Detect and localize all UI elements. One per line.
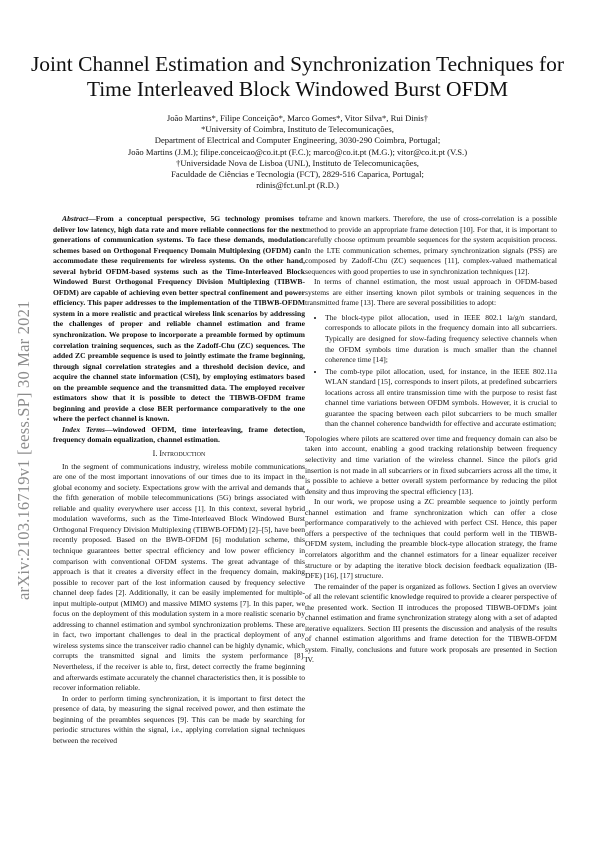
affiliation-line: João Martins (J.M.); filipe.conceicao@co.it.pt (F.C.); marco@co.it.pt (M.G.); vitor@co.it.pt (V.S.) bbox=[127, 146, 468, 157]
index-terms bbox=[53, 425, 305, 446]
affiliation-line: *University of Coimbra, Instituto de Telecomunicações, bbox=[201, 124, 394, 135]
abstract bbox=[53, 214, 305, 425]
affiliation-line: †Universidade Nova de Lisboa (UNL), Instituto de Telecomunicações, bbox=[176, 157, 419, 168]
affiliation-line: rdinis@fct.unl.pt (R.D.) bbox=[256, 180, 339, 191]
author-block bbox=[40, 113, 555, 191]
body-paragraph: In terms of channel estimation, the most usual approach in OFDM-based systems are either inserting known pilot symbols or training sequences in the transmitted frame [13]. There are several possibilities to adopt: bbox=[305, 277, 557, 308]
arxiv-stamp: arXiv:2103.16719v1 [eess.SP] 30 Mar 2021 bbox=[14, 300, 33, 600]
bullet-list bbox=[305, 313, 557, 430]
index-terms-text: —windowed OFDM, time interleaving, frame detection, frequency domain equalization, channel estimation. bbox=[53, 424, 305, 445]
body-paragraph: In order to perform timing synchronization, it is important to first detect the presence of data, by measuring the signal received power, and then estimate the beginning of the preambles sequences [9]. This can be made by searching for periodic structures within the signal, i.e., applying correlation signal techniques between the received bbox=[53, 693, 305, 745]
list-item: • The comb-type pilot allocation, used, for instance, in the IEEE 802.11a WLAN standard [15], corresponds to insert pilots, at predefined subcarriers locations across all entire transmission time with the purpose to resist fast channel time variations between OFDM symbols. However, it is crucial to guarantee the spacing between each pilot subcarriers to be much smaller than the channel coherence bandwidth for effective and accurate estimation; bbox=[325, 367, 557, 430]
body-paragraph: frame and known markers. Therefore, the use of cross-correlation is a possible method to provide an appropriate frame detection [10]. For that, it is important to carefully choose optimum preamble sequences for the system acquisition process. In the LTE communication schemes, primary synchronization signals (PSS) are composed by Zadoff-Chu (ZC) sequences [11], complex-valued mathematical sequences with good properties to use in synchronization techniques [12]. bbox=[305, 214, 557, 276]
paper-title: Joint Channel Estimation and Synchronization Techniques for Time Interleaved Block Windowed Burst OFDM bbox=[30, 52, 565, 101]
abstract-label: Abstract bbox=[62, 214, 89, 223]
body-paragraph: Topologies where pilots are scattered over time and frequency domain can also be taken into account, enabling a good tracking relationship between frequency selectivity and time variation of the wireless channel. Since the pilot's grid insertion is not made in all subcarriers or in fixed subcarriers across all the time, it is possible to achieve a better overall system performance by reducing the pilot density and thus improving the spectral efficiency [13]. bbox=[305, 433, 557, 496]
index-terms-label: Index Terms bbox=[62, 424, 105, 434]
left-column bbox=[53, 214, 305, 746]
authors-line: João Martins*, Filipe Conceição*, Marco Gomes*, Vitor Silva*, Rui Dinis† bbox=[166, 113, 429, 123]
section-heading: I. Introduction bbox=[152, 449, 206, 459]
body-paragraph: In the segment of communications industry, wireless mobile communications are one of the most important innovations of our times due to its impact in the global economy and society. Expectations grow with the arrival and demands that the fifth generation of mobile telecommunications (5G) brings associated with reliable and quality everywhere user access [1]. In this context, several hybrid modulation waveforms, such as the Time-Interleaved Block Windowed Burst Orthogonal Frequency Division Multiplexing (TIBWB-OFDM) [2]–[5], have been recently proposed. Based on the BWB-OFDM [6] modulation scheme, this technique guarantees better spectral efficiency and low power efficiency in comparison with conventional OFDM systems. The great advantage of this approach is that it creates a diversity effect in the frequency domain, making possible to recover part of the lost information caused by frequency selective channel deep fades [2]. Additionally, it can be easily implemented for multiple-input multiple-output (MIMO) and massive MIMO systems [7]. In this paper, we focus on the deployment of this modulation system in a more realistic scenario by addressing to channel estimation and symbol synchronization problems. These are in fact, two important challenges to deal in the practical deployment of any wireless systems since the transceiver radio channel can be highly dynamic, which corrupts the transmitted signal and limits the system performance [8]. Nevertheless, if the receiver is able to, first, detect correctly the frame beginning and afterwards estimate accurately the channel characteristics then, it is possible to recover information reliable. bbox=[53, 461, 305, 693]
list-item: • The block-type pilot allocation, used in IEEE 802.1 la/g/n standard, corresponds to allocate pilots in the frequency domain into all subcarriers. Typically are designed for slow-fading frequency selective channels when the OFDM symbols time duration is much smaller than the channel coherence time [14]; bbox=[325, 313, 557, 366]
body-paragraph: In our work, we propose using a ZC preamble sequence to jointly perform channel estimation and frame synchronization which can offer a close performance comparatively to the achieved with perfect CSI. Hence, this paper offers a perspective of the techniques that could perform well in the TIBWB-OFDM system, including the preamble block-type allocation strategy, the frame correlators algorithm and the channel estimators for a linear equalizer receiver structure or by adapting the iterative block decision feedback equalization (IB-DFE) [16], [17] structure. bbox=[305, 497, 557, 581]
affiliation-line: Department of Electrical and Computer Engineering, 3030-290 Coimbra, Portugal; bbox=[154, 135, 441, 146]
affiliation-line: Faculdade de Ciências e Tecnologia (FCT), 2829-516 Caparica, Portugal; bbox=[171, 169, 424, 180]
body-paragraph: The remainder of the paper is organized as follows. Section I gives an overview of all the relevant scientific knowledge required to provide a clearer perspective of the presented work. Section II introduces the proposed TIBWB-OFDM's joint channel estimation and frame synchronization strategy along with a set of adapted iterative equalizers. Section III presents the discussion and analysis of the results of channel estimation algorithms and frame detection for the TIBWB-OFDM system. Finally, conclusions and future work proposals are presented in Section IV. bbox=[305, 581, 557, 665]
right-column bbox=[305, 214, 557, 666]
abstract-text: —From a conceptual perspective, 5G technology promises to deliver low latency, high data rate and more reliable connections for the next generations of communication systems. To face these demands, modulation schemes based on Orthogonal Frequency Domain Multiplexing (OFDM) can accommodate these requirements for wireless systems. On the other hand, several hybrid OFDM-based systems such as the Time-Interleaved Block Windowed Burst Orthogonal Frequency Division Multiplexing (TIBWB-OFDM) are capable of achieving even better spectral confinement and power efficiency. This paper addresses to the implementation of the TIBWB-OFDM system in a more realistic and practical wireless link scenarios by addressing the challenges of proper and reliable channel estimation and frame synchronization. We propose to incorporate a preamble formed by optimum correlation training sequences, such as the Zadoff-Chu (ZC) sequences. The added ZC preamble sequence is used to jointly estimate the frame beginning, through signal correlation strategies and a threshold decision device, and acquire the channel state information (CSI), by employing estimators based on the preamble sequence and the transmitted data. The employed receiver estimators show that it is possible to detect the TIBWB-OFDM frame beginning and provide a close BER performance comparatively to the one where the perfect channel is known. bbox=[53, 214, 305, 424]
